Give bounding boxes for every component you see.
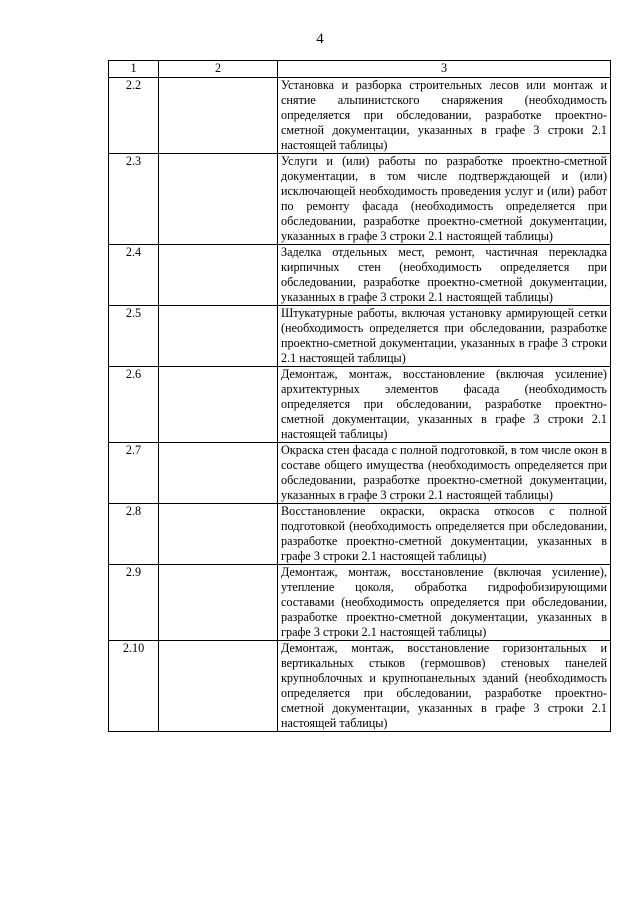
row-column-2	[159, 306, 278, 367]
table-row	[109, 565, 611, 641]
table-row	[109, 154, 611, 245]
table-header-row	[109, 61, 611, 78]
row-description: Демонтаж, монтаж, восстановление (включая усиление), утепление цоколя, обработка гидрофобизирующими составами (необходимость определяется при обследовании, разработке проектно-сметной документации, указанных в графе 3 строки 2.1 настоящей таблицы)	[278, 565, 611, 641]
table-row	[109, 306, 611, 367]
column-header-1: 1	[109, 61, 159, 78]
table-row	[109, 641, 611, 732]
row-column-2	[159, 245, 278, 306]
table-row	[109, 367, 611, 443]
row-number: 2.4	[109, 245, 159, 306]
table-row	[109, 78, 611, 154]
row-number: 2.8	[109, 504, 159, 565]
row-number: 2.10	[109, 641, 159, 732]
row-description: Установка и разборка строительных лесов или монтаж и снятие альпинистского снаряжения (необходимость определяется при обследовании, разработке проектно-сметной документации, указанных в графе 3 строки 2.1 настоящей таблицы)	[278, 78, 611, 154]
row-column-2	[159, 78, 278, 154]
row-column-2	[159, 154, 278, 245]
column-header-2: 2	[159, 61, 278, 78]
row-column-2	[159, 367, 278, 443]
row-number: 2.7	[109, 443, 159, 504]
row-column-2	[159, 443, 278, 504]
row-column-2	[159, 504, 278, 565]
row-description: Восстановление окраски, окраска откосов с полной подготовкой (необходимость определяется при обследовании, разработке проектно-сметной документации, указанных в графе 3 строки 2.1 настоящей таблицы)	[278, 504, 611, 565]
row-number: 2.9	[109, 565, 159, 641]
table-row	[109, 245, 611, 306]
row-column-2	[159, 641, 278, 732]
row-description: Демонтаж, монтаж, восстановление горизонтальных и вертикальных стыков (гермошвов) стеновых панелей крупноблочных и крупнопанельных зданий (необходимость определяется при обследовании, разработке проектно-сметной документации, указанных в графе 3 строки 2.1 настоящей таблицы)	[278, 641, 611, 732]
table-row	[109, 504, 611, 565]
row-column-2	[159, 565, 278, 641]
column-header-3: 3	[278, 61, 611, 78]
row-description: Услуги и (или) работы по разработке проектно-сметной документации, в том числе подтверждающей и (или) исключающей необходимость проведения услуг и (или) работ по ремонту фасада (необходимость определяется при обследовании, разработке проектно-сметной документации, указанных в графе 3 строки 2.1 настоящей таблицы)	[278, 154, 611, 245]
row-description: Окраска стен фасада с полной подготовкой, в том числе окон в составе общего имущества (необходимость определяется при обследовании, разработке проектно-сметной документации, указанных в графе 3 строки 2.1 настоящей таблицы)	[278, 443, 611, 504]
table-row	[109, 443, 611, 504]
row-number: 2.5	[109, 306, 159, 367]
row-number: 2.2	[109, 78, 159, 154]
row-number: 2.6	[109, 367, 159, 443]
works-table	[108, 60, 611, 732]
row-description: Штукатурные работы, включая установку армирующей сетки (необходимость определяется при обследовании, разработке проектно-сметной документации, указанных в графе 3 строки 2.1 настоящей таблицы)	[278, 306, 611, 367]
row-number: 2.3	[109, 154, 159, 245]
row-description: Заделка отдельных мест, ремонт, частичная перекладка кирпичных стен (необходимость определяется при обследовании, разработке проектно-сметной документации, указанных в графе 3 строки 2.1 настоящей таблицы)	[278, 245, 611, 306]
row-description: Демонтаж, монтаж, восстановление (включая усиление) архитектурных элементов фасада (необходимость определяется при обследовании, разработке проектно-сметной документации, указанных в графе 3 строки 2.1 настоящей таблицы)	[278, 367, 611, 443]
page-number: 4	[316, 31, 324, 47]
